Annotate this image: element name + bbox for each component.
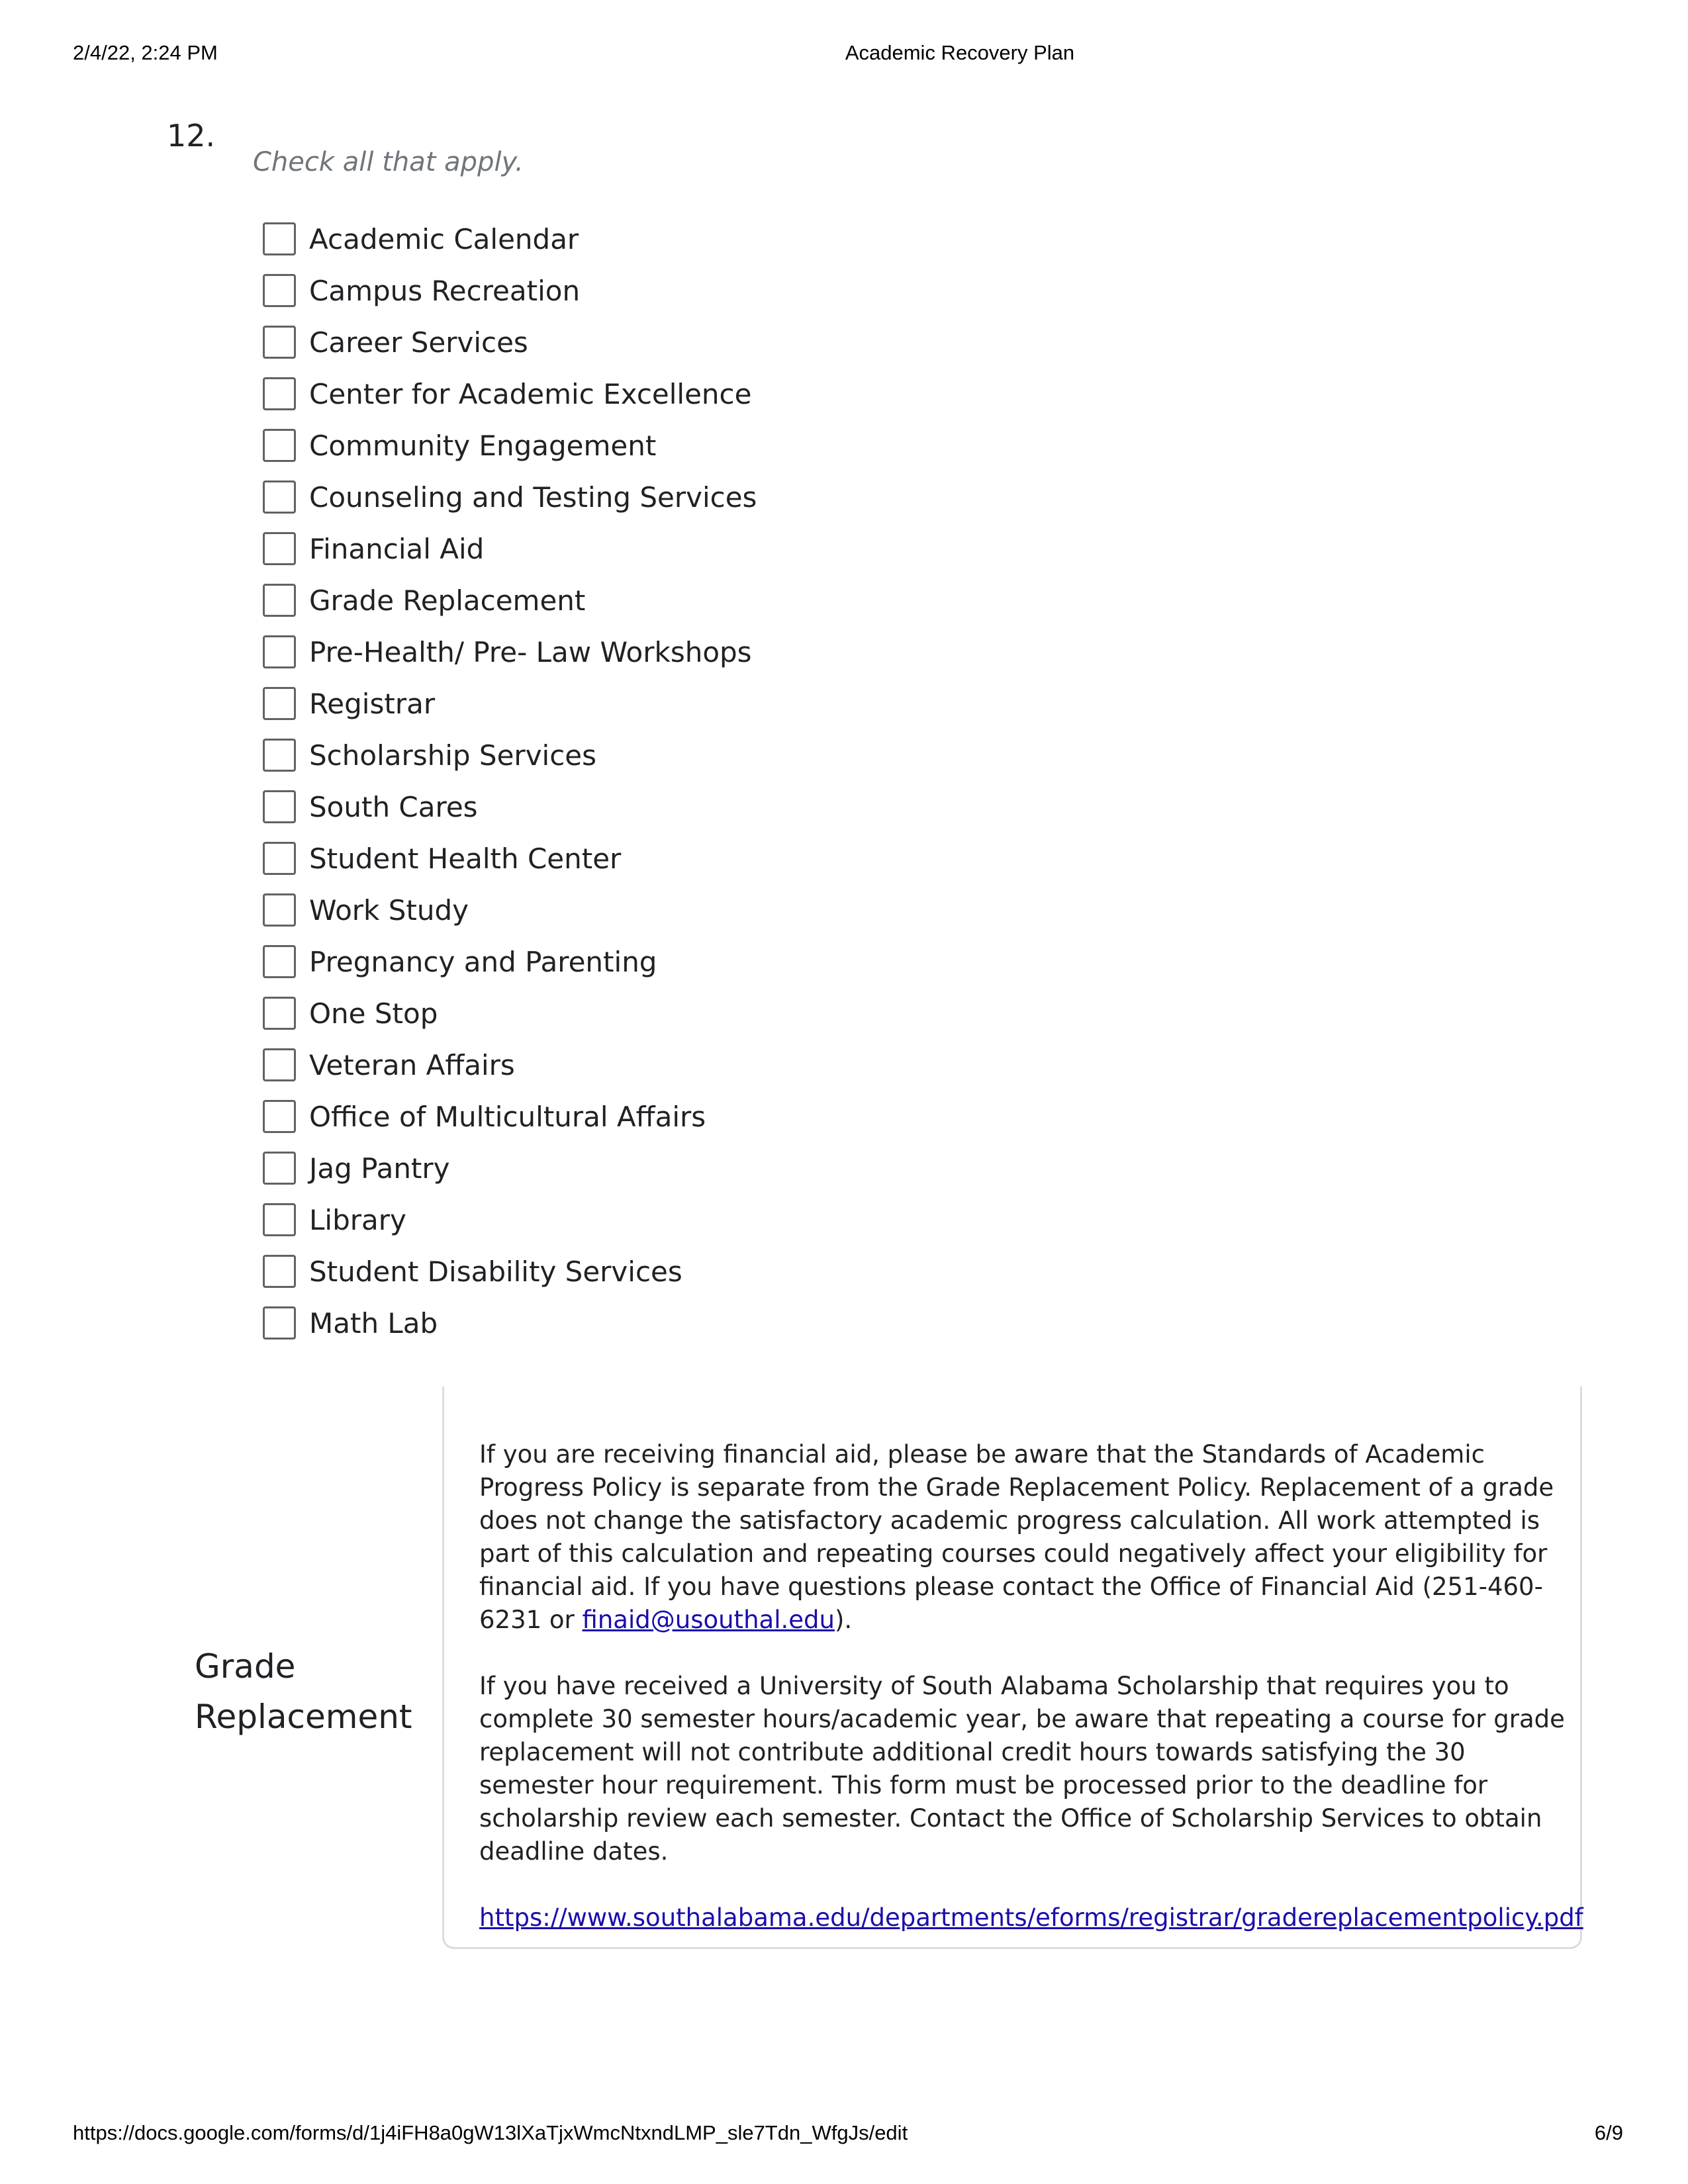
checkbox-option[interactable] xyxy=(263,1091,757,1142)
checkbox[interactable] xyxy=(263,377,296,410)
checkbox-option[interactable] xyxy=(263,420,757,471)
checkbox-label: Office of Multicultural Affairs xyxy=(309,1100,706,1133)
checkbox[interactable] xyxy=(263,1152,296,1185)
checkbox-label: Student Health Center xyxy=(309,842,622,875)
checkbox-label: Scholarship Services xyxy=(309,739,597,772)
checkbox[interactable] xyxy=(263,429,296,462)
print-datetime: 2/4/22, 2:24 PM xyxy=(73,41,218,64)
checkbox[interactable] xyxy=(263,842,296,875)
section-title: Grade Replacement xyxy=(195,1647,412,1736)
checkbox[interactable] xyxy=(263,997,296,1030)
page-number: 6/9 xyxy=(1594,2121,1623,2144)
checkbox[interactable] xyxy=(263,326,296,359)
checkbox[interactable] xyxy=(263,1306,296,1340)
scholarship-paragraph: If you have received a University of South Alabama Scholarship that requires you to complete 30 semester hours/academic year, be aware that repeating a course for grade replacement will not contribute additional credit hours towards satisfying the 30 semester hour requirement. This form must be processed prior to the deadline for scholarship review each semester. Contact the Office of Scholarship Services to obtain deadline dates. xyxy=(479,1672,1565,1866)
checkbox[interactable] xyxy=(263,945,296,978)
checkbox-option[interactable] xyxy=(263,626,757,678)
checkbox-option[interactable] xyxy=(263,678,757,729)
checkbox-options-list xyxy=(263,213,757,1349)
checkbox-label: One Stop xyxy=(309,997,438,1030)
checkbox-option[interactable] xyxy=(263,213,757,265)
checkbox[interactable] xyxy=(263,635,296,668)
section-description xyxy=(479,1438,1583,1968)
checkbox-label: Registrar xyxy=(309,687,436,720)
checkbox-option[interactable] xyxy=(263,987,757,1039)
checkbox-label: Counseling and Testing Services xyxy=(309,480,757,514)
checkbox-option[interactable] xyxy=(263,1142,757,1194)
checkbox-option[interactable] xyxy=(263,1246,757,1297)
checkbox[interactable] xyxy=(263,1255,296,1288)
checkbox[interactable] xyxy=(263,480,296,514)
print-page-title: Academic Recovery Plan xyxy=(845,41,1075,64)
checkbox-option[interactable] xyxy=(263,1194,757,1246)
section-description-card xyxy=(442,1387,1582,1949)
checkbox-option[interactable] xyxy=(263,781,757,833)
checkbox-label: Career Services xyxy=(309,326,528,359)
question-number: 12. xyxy=(167,118,216,154)
financial-aid-text-end: ). xyxy=(834,1606,853,1634)
checkbox[interactable] xyxy=(263,1203,296,1236)
checkbox-option[interactable] xyxy=(263,316,757,368)
checkbox[interactable] xyxy=(263,893,296,927)
print-url: https://docs.google.com/forms/d/1j4iFH8a0gW13lXaTjxWmcNtxndLMP_sle7Tdn_WfgJs/edit xyxy=(73,2121,908,2144)
checkbox-option[interactable] xyxy=(263,471,757,523)
checkbox[interactable] xyxy=(263,222,296,255)
checkbox[interactable] xyxy=(263,1100,296,1133)
checkbox[interactable] xyxy=(263,739,296,772)
checkbox[interactable] xyxy=(263,584,296,617)
checkbox-option[interactable] xyxy=(263,936,757,987)
question-hint: Check all that apply. xyxy=(253,147,524,177)
finaid-email-link[interactable]: finaid@usouthal.edu xyxy=(582,1606,835,1634)
checkbox-option[interactable] xyxy=(263,523,757,574)
checkbox-label: Center for Academic Excellence xyxy=(309,377,752,410)
checkbox-label: Grade Replacement xyxy=(309,584,586,617)
checkbox-label: Community Engagement xyxy=(309,429,657,462)
checkbox-option[interactable] xyxy=(263,574,757,626)
financial-aid-paragraph xyxy=(479,1438,1565,1637)
checkbox[interactable] xyxy=(263,687,296,720)
checkbox[interactable] xyxy=(263,532,296,565)
checkbox-option[interactable] xyxy=(263,265,757,316)
checkbox-label: Jag Pantry xyxy=(309,1152,450,1185)
checkbox-option[interactable] xyxy=(263,1297,757,1349)
checkbox[interactable] xyxy=(263,1048,296,1081)
checkbox-label: Campus Recreation xyxy=(309,274,581,307)
grade-replacement-policy-link[interactable]: https://www.southalabama.edu/departments/eforms/registrar/gradereplacementpolicy.pdf xyxy=(479,1903,1583,1932)
checkbox[interactable] xyxy=(263,274,296,307)
checkbox-label: Academic Calendar xyxy=(309,222,579,255)
checkbox-label: South Cares xyxy=(309,790,478,823)
checkbox-option[interactable] xyxy=(263,1039,757,1091)
checkbox-label: Veteran Affairs xyxy=(309,1048,515,1081)
checkbox-option[interactable] xyxy=(263,368,757,420)
checkbox-label: Pre-Health/ Pre- Law Workshops xyxy=(309,635,752,668)
checkbox-option[interactable] xyxy=(263,729,757,781)
financial-aid-text: If you are receiving financial aid, please be aware that the Standards of Academic Progress Policy is separate from the Grade Replacement Policy. Replacement of a grade does not change the satisfactory academic progress calculation. All work attempted is part of this calculation and repeating courses could negatively affect your eligibility for financial aid. If you have questions please contact the Office of Financial Aid (251-460-6231 or xyxy=(479,1440,1554,1634)
checkbox-option[interactable] xyxy=(263,833,757,884)
checkbox-label: Work Study xyxy=(309,893,469,927)
checkbox[interactable] xyxy=(263,790,296,823)
checkbox-label: Student Disability Services xyxy=(309,1255,682,1288)
checkbox-label: Library xyxy=(309,1203,406,1236)
checkbox-label: Pregnancy and Parenting xyxy=(309,945,657,978)
checkbox-label: Financial Aid xyxy=(309,532,485,565)
checkbox-option[interactable] xyxy=(263,884,757,936)
checkbox-label: Math Lab xyxy=(309,1306,438,1340)
